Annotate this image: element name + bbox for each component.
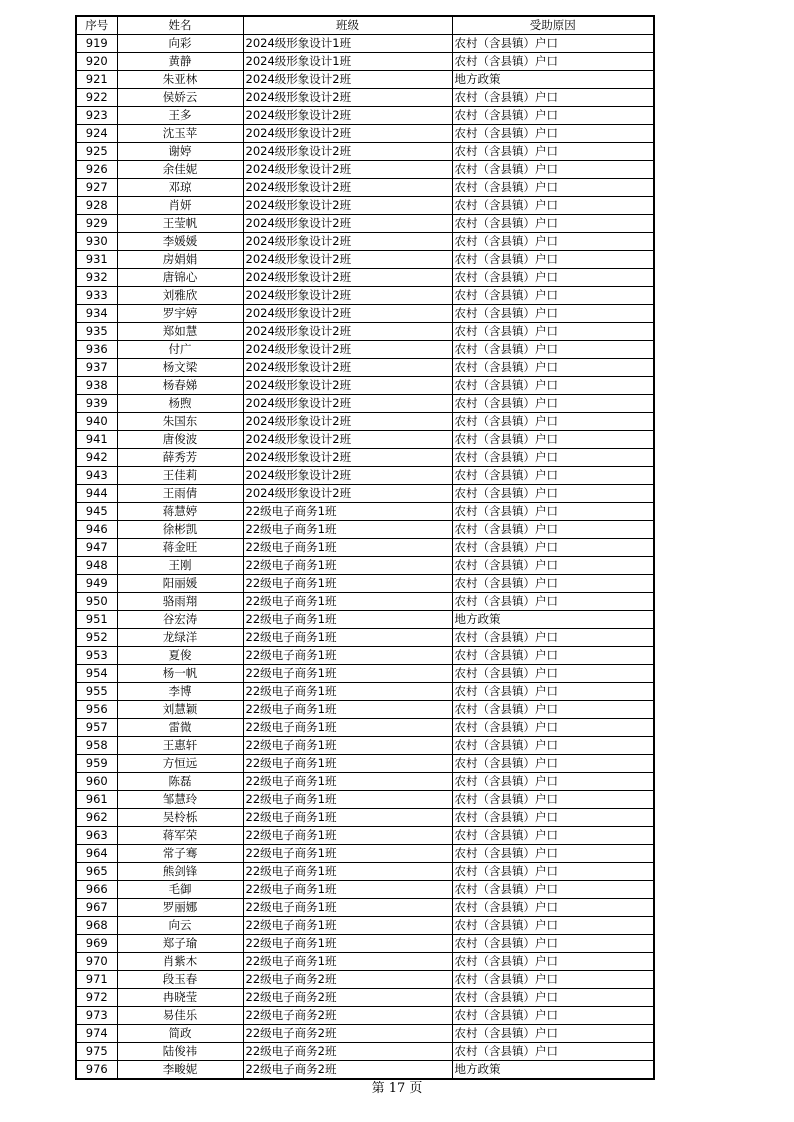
cell-reason: 农村（含县镇）户口 [452,377,654,395]
cell-name: 李博 [117,683,243,701]
cell-class: 22级电子商务1班 [243,683,452,701]
table-row [76,701,654,719]
table-row [76,935,654,953]
table-row [76,35,654,53]
cell-class: 22级电子商务1班 [243,737,452,755]
cell-reason: 地方政策 [452,71,654,89]
cell-name: 杨煦 [117,395,243,413]
cell-class: 2024级形象设计2班 [243,377,452,395]
cell-name: 肖紫木 [117,953,243,971]
cell-reason: 农村（含县镇）户口 [452,53,654,71]
cell-class: 2024级形象设计2班 [243,215,452,233]
cell-no: 932 [76,269,117,287]
table-row [76,53,654,71]
cell-class: 2024级形象设计2班 [243,395,452,413]
cell-no: 943 [76,467,117,485]
cell-name: 吴柃栎 [117,809,243,827]
cell-class: 2024级形象设计2班 [243,143,452,161]
cell-name: 刘慧颖 [117,701,243,719]
cell-no: 951 [76,611,117,629]
cell-reason: 农村（含县镇）户口 [452,521,654,539]
table-row [76,647,654,665]
cell-reason: 农村（含县镇）户口 [452,89,654,107]
cell-class: 2024级形象设计2班 [243,431,452,449]
cell-reason: 农村（含县镇）户口 [452,773,654,791]
cell-reason: 农村（含县镇）户口 [452,647,654,665]
cell-reason: 农村（含县镇）户口 [452,665,654,683]
cell-class: 22级电子商务1班 [243,557,452,575]
cell-reason: 农村（含县镇）户口 [452,917,654,935]
cell-no: 919 [76,35,117,53]
cell-no: 937 [76,359,117,377]
cell-no: 948 [76,557,117,575]
table-row [76,845,654,863]
table-row [76,827,654,845]
cell-reason: 农村（含县镇）户口 [452,593,654,611]
cell-class: 22级电子商务1班 [243,953,452,971]
cell-name: 邹慧玲 [117,791,243,809]
table-row [76,611,654,629]
cell-class: 22级电子商务1班 [243,575,452,593]
cell-name: 阳丽媛 [117,575,243,593]
cell-no: 921 [76,71,117,89]
cell-reason: 农村（含县镇）户口 [452,269,654,287]
cell-reason: 农村（含县镇）户口 [452,215,654,233]
cell-reason: 农村（含县镇）户口 [452,575,654,593]
cell-class: 22级电子商务1班 [243,827,452,845]
cell-reason: 农村（含县镇）户口 [452,323,654,341]
table-row [76,665,654,683]
cell-name: 龙绿洋 [117,629,243,647]
cell-class: 2024级形象设计2班 [243,269,452,287]
header-reason: 受助原因 [452,16,654,35]
cell-reason: 农村（含县镇）户口 [452,1043,654,1061]
cell-reason: 农村（含县镇）户口 [452,107,654,125]
cell-name: 蒋金旺 [117,539,243,557]
cell-reason: 农村（含县镇）户口 [452,539,654,557]
table-row [76,593,654,611]
cell-reason: 农村（含县镇）户口 [452,485,654,503]
table-row [76,1043,654,1061]
cell-class: 2024级形象设计2班 [243,89,452,107]
cell-no: 922 [76,89,117,107]
table-row [76,233,654,251]
cell-class: 2024级形象设计2班 [243,305,452,323]
cell-class: 22级电子商务1班 [243,719,452,737]
cell-reason: 农村（含县镇）户口 [452,737,654,755]
cell-name: 朱亚林 [117,71,243,89]
cell-reason: 农村（含县镇）户口 [452,953,654,971]
table-row [76,503,654,521]
cell-reason: 农村（含县镇）户口 [452,467,654,485]
table-row [76,215,654,233]
table-row [76,755,654,773]
cell-name: 雷微 [117,719,243,737]
cell-no: 934 [76,305,117,323]
table-row [76,521,654,539]
table-row [76,305,654,323]
cell-class: 2024级形象设计2班 [243,341,452,359]
cell-no: 966 [76,881,117,899]
cell-reason: 农村（含县镇）户口 [452,557,654,575]
table-row [76,197,654,215]
cell-name: 杨春娣 [117,377,243,395]
cell-name: 陈磊 [117,773,243,791]
cell-class: 22级电子商务2班 [243,1043,452,1061]
cell-name: 熊剑锋 [117,863,243,881]
cell-reason: 农村（含县镇）户口 [452,305,654,323]
cell-reason: 地方政策 [452,611,654,629]
table-row [76,809,654,827]
cell-no: 962 [76,809,117,827]
cell-name: 薛秀芳 [117,449,243,467]
cell-class: 22级电子商务1班 [243,791,452,809]
cell-name: 余佳妮 [117,161,243,179]
cell-no: 956 [76,701,117,719]
table-row [76,89,654,107]
header-no: 序号 [76,16,117,35]
cell-name: 侯娇云 [117,89,243,107]
cell-reason: 农村（含县镇）户口 [452,701,654,719]
cell-class: 2024级形象设计2班 [243,125,452,143]
cell-name: 谢婷 [117,143,243,161]
cell-no: 942 [76,449,117,467]
table-row [76,485,654,503]
table-row [76,629,654,647]
cell-no: 938 [76,377,117,395]
cell-reason: 农村（含县镇）户口 [452,395,654,413]
table-row [76,539,654,557]
cell-reason: 农村（含县镇）户口 [452,971,654,989]
table-row [76,143,654,161]
cell-name: 沈玉苹 [117,125,243,143]
table-row [76,161,654,179]
cell-no: 935 [76,323,117,341]
cell-class: 22级电子商务2班 [243,1025,452,1043]
table-row [76,359,654,377]
cell-class: 2024级形象设计2班 [243,449,452,467]
cell-no: 964 [76,845,117,863]
table-row [76,1025,654,1043]
table-header-row [76,16,654,35]
cell-name: 付广 [117,341,243,359]
cell-name: 肖妍 [117,197,243,215]
table-row [76,791,654,809]
cell-name: 朱国东 [117,413,243,431]
cell-name: 李畯妮 [117,1061,243,1080]
header-class: 班级 [243,16,452,35]
table-row [76,917,654,935]
cell-name: 王莹帆 [117,215,243,233]
cell-class: 22级电子商务1班 [243,935,452,953]
cell-class: 2024级形象设计2班 [243,251,452,269]
cell-name: 徐彬凯 [117,521,243,539]
cell-name: 王佳莉 [117,467,243,485]
cell-no: 953 [76,647,117,665]
cell-no: 941 [76,431,117,449]
cell-class: 22级电子商务1班 [243,503,452,521]
cell-reason: 农村（含县镇）户口 [452,197,654,215]
cell-no: 952 [76,629,117,647]
cell-class: 2024级形象设计2班 [243,233,452,251]
cell-no: 920 [76,53,117,71]
cell-no: 963 [76,827,117,845]
table-row [76,575,654,593]
cell-name: 简政 [117,1025,243,1043]
cell-reason: 农村（含县镇）户口 [452,845,654,863]
cell-no: 927 [76,179,117,197]
cell-no: 929 [76,215,117,233]
cell-reason: 农村（含县镇）户口 [452,935,654,953]
cell-class: 2024级形象设计2班 [243,359,452,377]
cell-name: 王刚 [117,557,243,575]
cell-name: 房娟娟 [117,251,243,269]
cell-class: 22级电子商务1班 [243,917,452,935]
cell-reason: 农村（含县镇）户口 [452,35,654,53]
cell-reason: 农村（含县镇）户口 [452,341,654,359]
cell-class: 2024级形象设计2班 [243,485,452,503]
table-row [76,287,654,305]
cell-reason: 农村（含县镇）户口 [452,233,654,251]
cell-class: 22级电子商务1班 [243,809,452,827]
table-row [76,251,654,269]
cell-no: 958 [76,737,117,755]
cell-class: 2024级形象设计2班 [243,197,452,215]
cell-no: 976 [76,1061,117,1080]
cell-name: 方恒远 [117,755,243,773]
cell-reason: 农村（含县镇）户口 [452,629,654,647]
cell-no: 949 [76,575,117,593]
table-row [76,179,654,197]
cell-reason: 农村（含县镇）户口 [452,791,654,809]
cell-class: 22级电子商务2班 [243,989,452,1007]
table-body [76,35,654,1080]
cell-name: 杨一帆 [117,665,243,683]
table-row [76,71,654,89]
cell-no: 944 [76,485,117,503]
cell-no: 971 [76,971,117,989]
cell-reason: 农村（含县镇）户口 [452,449,654,467]
table-row [76,773,654,791]
cell-class: 22级电子商务1班 [243,629,452,647]
cell-no: 960 [76,773,117,791]
table-row [76,989,654,1007]
table-row [76,395,654,413]
table-row [76,323,654,341]
cell-no: 950 [76,593,117,611]
table-row [76,737,654,755]
table-row [76,1007,654,1025]
table-row [76,899,654,917]
aid-roster-table [75,15,655,1080]
cell-name: 邓琼 [117,179,243,197]
cell-reason: 农村（含县镇）户口 [452,1007,654,1025]
cell-name: 段玉春 [117,971,243,989]
cell-name: 黄静 [117,53,243,71]
table-row [76,377,654,395]
cell-name: 刘雅欣 [117,287,243,305]
table-row [76,683,654,701]
cell-name: 罗宇婷 [117,305,243,323]
cell-no: 970 [76,953,117,971]
cell-name: 陆俊祎 [117,1043,243,1061]
cell-no: 957 [76,719,117,737]
cell-no: 965 [76,863,117,881]
table-row [76,467,654,485]
cell-reason: 农村（含县镇）户口 [452,413,654,431]
cell-class: 22级电子商务2班 [243,971,452,989]
cell-no: 939 [76,395,117,413]
cell-class: 2024级形象设计2班 [243,179,452,197]
cell-name: 蒋慧婷 [117,503,243,521]
cell-class: 2024级形象设计2班 [243,287,452,305]
table-row [76,863,654,881]
cell-class: 22级电子商务1班 [243,755,452,773]
cell-reason: 农村（含县镇）户口 [452,719,654,737]
cell-no: 936 [76,341,117,359]
cell-no: 928 [76,197,117,215]
cell-name: 向云 [117,917,243,935]
cell-name: 王雨倩 [117,485,243,503]
cell-class: 22级电子商务2班 [243,1007,452,1025]
cell-name: 李媛媛 [117,233,243,251]
cell-no: 933 [76,287,117,305]
cell-no: 969 [76,935,117,953]
cell-class: 22级电子商务1班 [243,593,452,611]
cell-no: 972 [76,989,117,1007]
cell-class: 22级电子商务1班 [243,521,452,539]
cell-name: 冉晓莹 [117,989,243,1007]
cell-no: 954 [76,665,117,683]
cell-no: 930 [76,233,117,251]
cell-no: 968 [76,917,117,935]
cell-reason: 农村（含县镇）户口 [452,827,654,845]
cell-name: 王多 [117,107,243,125]
cell-reason: 农村（含县镇）户口 [452,881,654,899]
cell-reason: 农村（含县镇）户口 [452,863,654,881]
cell-reason: 农村（含县镇）户口 [452,359,654,377]
cell-name: 郑如慧 [117,323,243,341]
table-row [76,953,654,971]
cell-reason: 农村（含县镇）户口 [452,809,654,827]
cell-name: 蒋军荣 [117,827,243,845]
table-row [76,719,654,737]
cell-class: 22级电子商务1班 [243,845,452,863]
cell-name: 唐锦心 [117,269,243,287]
cell-name: 王惠轩 [117,737,243,755]
cell-class: 2024级形象设计2班 [243,107,452,125]
cell-no: 974 [76,1025,117,1043]
cell-name: 常子骞 [117,845,243,863]
cell-reason: 农村（含县镇）户口 [452,125,654,143]
cell-no: 926 [76,161,117,179]
cell-name: 郑子瑜 [117,935,243,953]
cell-reason: 农村（含县镇）户口 [452,503,654,521]
cell-name: 骆雨翔 [117,593,243,611]
cell-name: 向彩 [117,35,243,53]
cell-name: 易佳乐 [117,1007,243,1025]
cell-reason: 农村（含县镇）户口 [452,899,654,917]
cell-name: 唐俊波 [117,431,243,449]
cell-no: 945 [76,503,117,521]
cell-reason: 农村（含县镇）户口 [452,287,654,305]
table-row [76,413,654,431]
cell-class: 22级电子商务1班 [243,665,452,683]
cell-class: 2024级形象设计2班 [243,467,452,485]
cell-no: 946 [76,521,117,539]
cell-reason: 农村（含县镇）户口 [452,683,654,701]
cell-no: 967 [76,899,117,917]
cell-reason: 地方政策 [452,1061,654,1080]
cell-reason: 农村（含县镇）户口 [452,179,654,197]
cell-name: 罗丽娜 [117,899,243,917]
cell-name: 谷宏涛 [117,611,243,629]
cell-no: 961 [76,791,117,809]
cell-reason: 农村（含县镇）户口 [452,1025,654,1043]
table-row [76,971,654,989]
cell-no: 925 [76,143,117,161]
cell-class: 22级电子商务1班 [243,539,452,557]
cell-name: 夏俊 [117,647,243,665]
cell-reason: 农村（含县镇）户口 [452,989,654,1007]
cell-class: 22级电子商务1班 [243,863,452,881]
table-row [76,125,654,143]
table-row [76,341,654,359]
cell-class: 22级电子商务1班 [243,611,452,629]
cell-name: 杨文梁 [117,359,243,377]
cell-class: 22级电子商务1班 [243,647,452,665]
cell-no: 973 [76,1007,117,1025]
cell-reason: 农村（含县镇）户口 [452,143,654,161]
page-number: 第 17 页 [371,1081,423,1096]
table-row [76,449,654,467]
table-row [76,107,654,125]
cell-class: 2024级形象设计2班 [243,161,452,179]
cell-no: 924 [76,125,117,143]
cell-reason: 农村（含县镇）户口 [452,431,654,449]
header-name: 姓名 [117,16,243,35]
cell-no: 940 [76,413,117,431]
cell-class: 2024级形象设计2班 [243,323,452,341]
table-row [76,269,654,287]
table-row [76,881,654,899]
cell-no: 931 [76,251,117,269]
cell-class: 22级电子商务1班 [243,773,452,791]
cell-no: 955 [76,683,117,701]
cell-class: 2024级形象设计2班 [243,71,452,89]
cell-class: 2024级形象设计2班 [243,413,452,431]
cell-no: 959 [76,755,117,773]
cell-no: 975 [76,1043,117,1061]
cell-class: 2024级形象设计1班 [243,35,452,53]
cell-class: 22级电子商务2班 [243,1061,452,1080]
table-row [76,557,654,575]
table-row [76,431,654,449]
cell-class: 2024级形象设计1班 [243,53,452,71]
cell-no: 947 [76,539,117,557]
cell-reason: 农村（含县镇）户口 [452,251,654,269]
cell-reason: 农村（含县镇）户口 [452,161,654,179]
cell-name: 毛御 [117,881,243,899]
cell-class: 22级电子商务1班 [243,881,452,899]
cell-no: 923 [76,107,117,125]
cell-reason: 农村（含县镇）户口 [452,755,654,773]
cell-class: 22级电子商务1班 [243,701,452,719]
cell-class: 22级电子商务1班 [243,899,452,917]
